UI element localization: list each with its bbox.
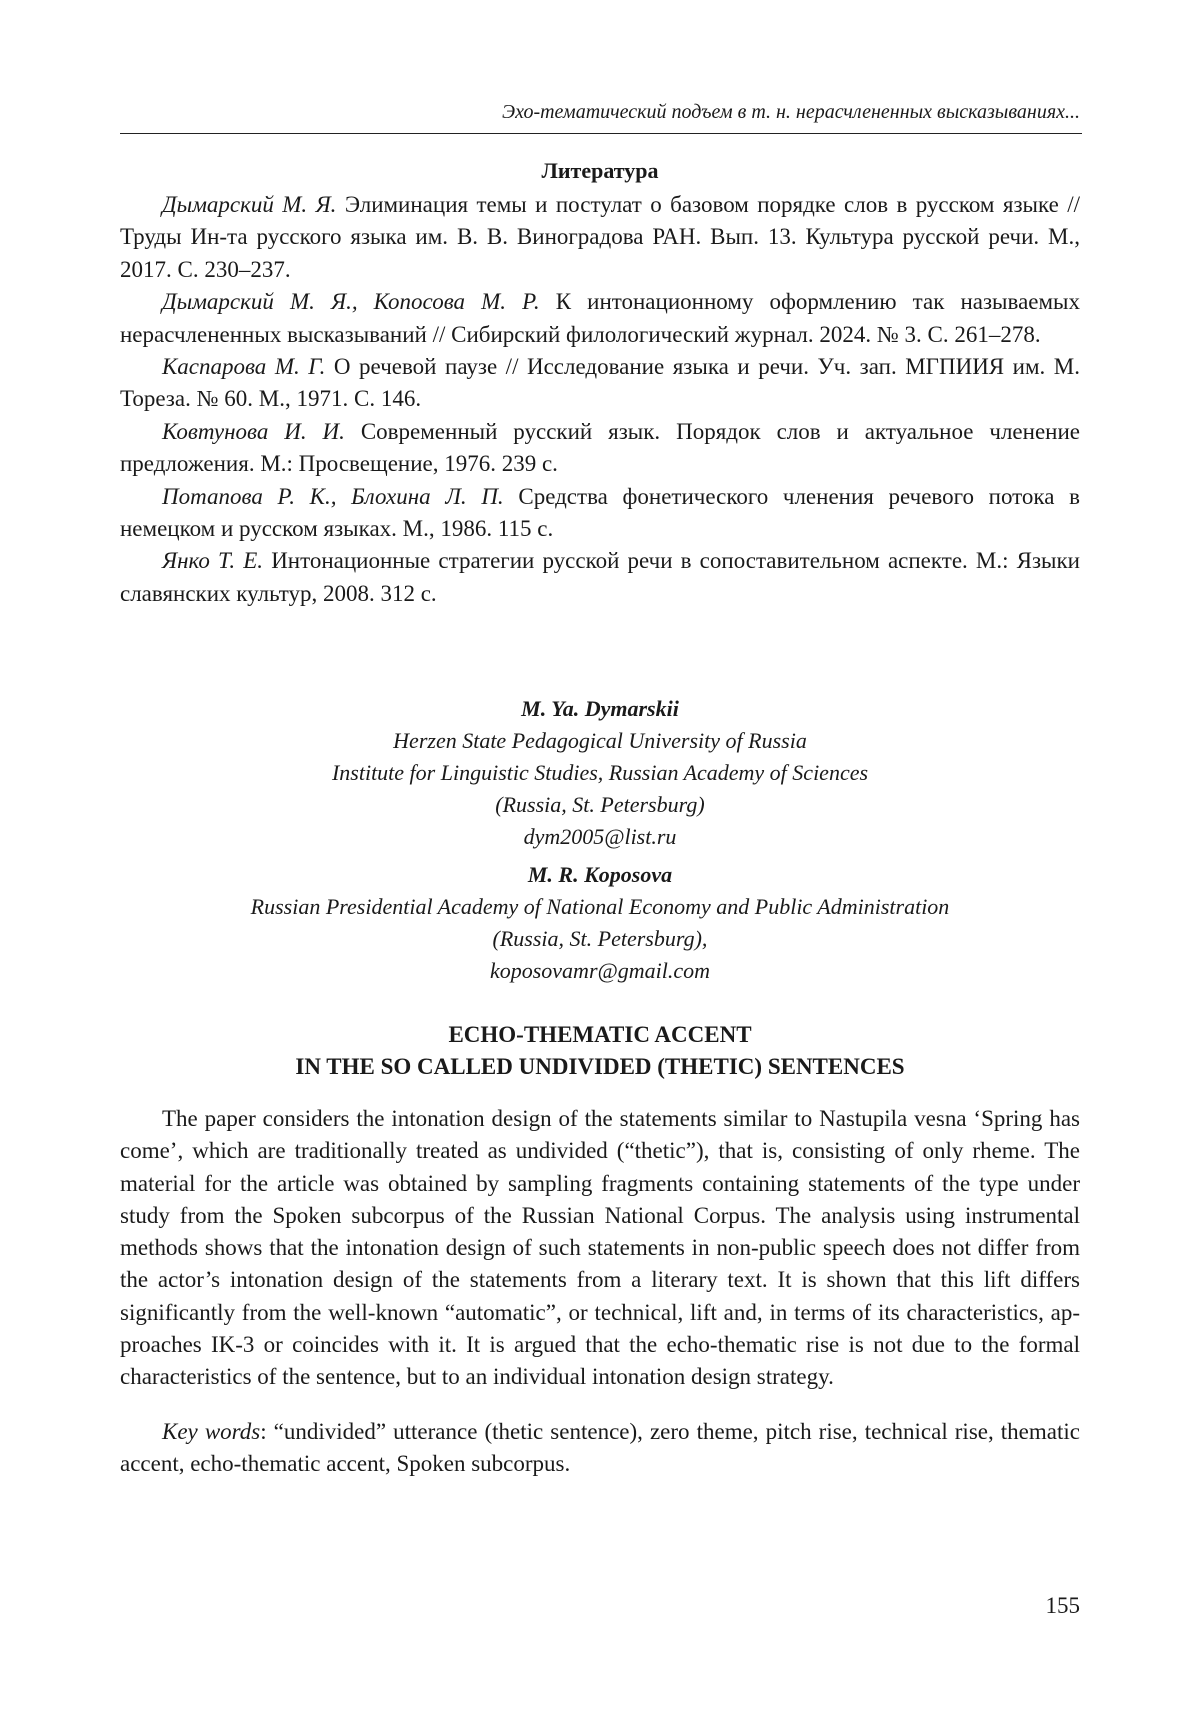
author-institution: Herzen State Pedagogical University of Russia xyxy=(393,728,807,754)
keywords-label: Key words xyxy=(162,1419,261,1445)
reference-authors: Ковтунова И. И. xyxy=(162,418,345,444)
reference-item xyxy=(120,286,1080,351)
reference-authors: Потапова Р. К., Блохина Л. П. xyxy=(162,483,504,509)
author-name: M. Ya. Dymarskii xyxy=(521,696,679,722)
page-number: 155 xyxy=(1045,1593,1080,1618)
page-content xyxy=(120,157,1080,1504)
reference-text: Средства фонетического членения речевого потока в немецком и русском языках. М., 1986. 115 с. xyxy=(120,483,1080,542)
reference-text: О речевой паузе // Исследование языка и речи. Уч. зап. МГПИИЯ им. М. Тореза. № 60. М., 1971. С. 146. xyxy=(120,354,1081,412)
author-block xyxy=(120,693,1080,853)
reference-item xyxy=(120,545,1080,610)
keywords xyxy=(120,1416,1080,1480)
author-location: (Russia, St. Petersburg), xyxy=(492,926,708,952)
reference-authors: Дымарский М. Я. xyxy=(162,192,337,217)
reference-authors: Янко Т. Е. xyxy=(162,548,264,574)
reference-authors: Каспарова М. Г. xyxy=(162,354,326,380)
author-location: (Russia, St. Petersburg) xyxy=(495,792,705,818)
author-institution: Russian Presidential Academy of National Economy and Public Administration xyxy=(250,894,950,920)
author-institution: Institute for Linguistic Studies, Russian Academy of Sciences xyxy=(331,760,869,786)
reference-text: Современный русский язык. Порядок слов и актуальное членение предложения. М.: Просвещение, 1976. 239 с. xyxy=(120,418,1080,477)
reference-item xyxy=(120,351,1080,416)
keywords-text: : “undivided” utterance (thetic sentence), zero theme, pitch rise, technical rise, thematic accent, echo-thematic accent, Spoken subcorpus. xyxy=(120,1419,1080,1477)
author-name: M. R. Koposova xyxy=(527,862,673,888)
reference-item xyxy=(120,416,1080,481)
references-list xyxy=(120,189,1080,610)
header-rule xyxy=(120,133,1082,134)
running-head: Эхо-тематический подъем в т. н. нерасчлененных высказываниях... xyxy=(501,101,1080,123)
reference-item xyxy=(120,189,1080,286)
reference-text: Интонационные стратегии русской речи в сопоставительном аспекте. М.: Языки славянских культур, 2008. 312 с. xyxy=(120,548,1080,606)
references-title: Литература xyxy=(541,158,659,183)
reference-text: Элиминация темы и постулат о базовом порядке слов в русском языке // Труды Ин-та русского языка им. В. В. Виноградова РАН. Вып. 13. Культура русской речи. М., 2017. С. 230–237. xyxy=(120,192,1080,282)
article-title-line: ECHO-THEMATIC ACCENT xyxy=(448,1022,752,1048)
reference-authors: Дымарский М. Я., Копосова М. Р. xyxy=(162,289,540,315)
author-email: dym2005@list.ru xyxy=(523,824,677,850)
reference-text: К интонационному оформлению так называемых нерасчлененных высказываний // Сибирский филологический журнал. 2024. № 3. С. 261–278. xyxy=(120,289,1080,347)
reference-item xyxy=(120,481,1080,546)
author-email: koposovamr@gmail.com xyxy=(489,958,711,984)
abstract-text: The paper considers the intonation design of the statements similar to Nastupila vesna ‘Spring has come’, which are traditionally treated as undivided (“thetic”), that is, consisting of only rheme. The material for the article was obtained by sampling fragments containing statements of the type under study from the Spoken subcorpus of the Russian National Corpus. The analysis using instrumental methods shows that the intonation design of such statements in non-public speech does not differ from the actor’s intonation design of the statements from a literary text. It is shown that this lift differs significantly from the well-known “automatic”, or technical, lift and, in terms of its characteristics, approaches IK-3 or coincides with it. It is argued that the echo-thematic rise is not due to the formal characteristics of the sentence, but to an individual intonation design strategy. xyxy=(120,1106,1080,1389)
article-title xyxy=(120,1019,1080,1083)
author-block xyxy=(120,859,1080,987)
article-title-line: IN THE SO CALLED UNDIVIDED (THETIC) SENTENCES xyxy=(295,1054,905,1080)
